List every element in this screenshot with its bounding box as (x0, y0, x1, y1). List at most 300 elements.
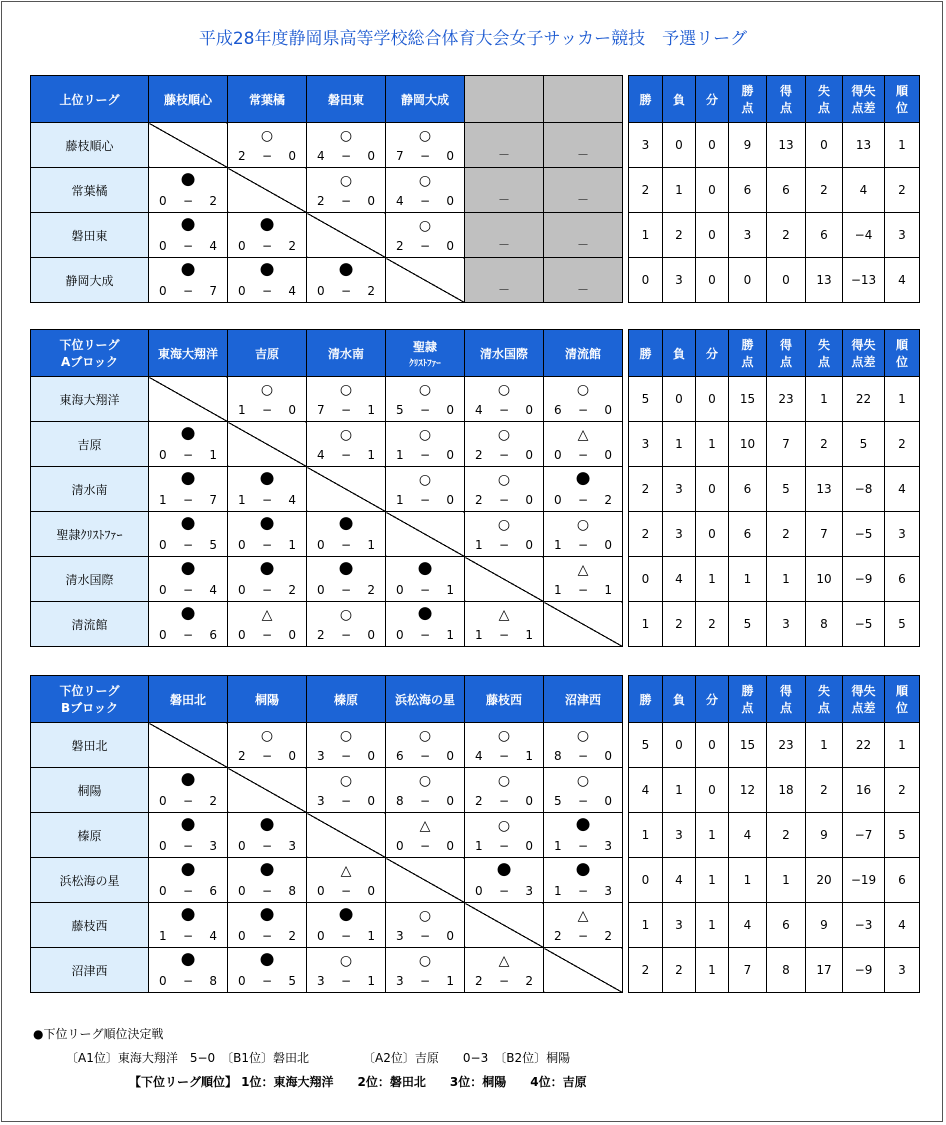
draw-symbol: △ (577, 908, 589, 924)
score-own: 0 (159, 839, 167, 853)
win-symbol: ○ (339, 728, 353, 744)
self-match-cell (307, 813, 386, 858)
match-score (307, 884, 385, 898)
score-opponent: 0 (367, 149, 375, 163)
match-score (228, 749, 306, 763)
loss-symbol: ● (180, 769, 196, 789)
team-row (31, 213, 920, 258)
win-symbol: ○ (418, 773, 432, 789)
stat-loss: 2 (663, 948, 696, 993)
stat-draw: 1 (696, 903, 729, 948)
self-match-cell (228, 768, 307, 813)
stat-win: 0 (629, 258, 663, 303)
win-cell (228, 123, 307, 168)
stat-goals_against: 10 (806, 557, 843, 602)
score-dash: − (340, 794, 352, 808)
score-dash: − (340, 149, 352, 163)
stat-rank: 6 (885, 858, 920, 903)
score-own: 0 (159, 284, 167, 298)
stat-header-draw (696, 330, 729, 377)
notes-final-ranking: 【下位リーグ順位】 1位：東海大翔洋 2位：磐田北 3位：桐陽 4位：吉原 (129, 1075, 587, 1089)
stat-header-line: 点 (741, 101, 754, 115)
loss-cell (307, 557, 386, 602)
score-own: 0 (159, 448, 167, 462)
stat-goal_diff: −8 (843, 467, 885, 512)
opponent-header: 浜松海の星 (386, 676, 465, 723)
loss-cell (149, 602, 228, 647)
score-own: 2 (238, 749, 246, 763)
team-name: 清流館 (31, 602, 149, 647)
score-own: 0 (238, 974, 246, 988)
win-cell (307, 377, 386, 422)
score-dash: − (419, 493, 431, 507)
match-score (386, 929, 464, 943)
score-own: 1 (396, 448, 404, 462)
score-dash: − (261, 538, 273, 552)
stat-goals_against: 1 (806, 377, 843, 422)
stat-goals_for: 6 (767, 168, 806, 213)
match-score (465, 839, 543, 853)
match-score (228, 974, 306, 988)
stat-rank: 2 (885, 422, 920, 467)
stat-header-line: 失 (817, 338, 830, 352)
stat-win: 4 (629, 768, 663, 813)
score-own: 0 (317, 583, 325, 597)
score-dash: − (182, 839, 194, 853)
score-dash: − (498, 794, 510, 808)
match-score (544, 929, 622, 943)
match-score (465, 538, 543, 552)
score-opponent: 0 (604, 749, 612, 763)
stat-header-line: 失 (817, 84, 830, 98)
score-own: 5 (554, 794, 562, 808)
stat-header-line: 点 (779, 701, 792, 715)
score-dash: − (577, 839, 589, 853)
score-dash: − (498, 974, 510, 988)
win-cell (465, 813, 544, 858)
draw-cell (465, 602, 544, 647)
stat-goal_diff: −13 (843, 258, 885, 303)
score-opponent: 0 (525, 493, 533, 507)
loss-symbol: ● (180, 513, 196, 533)
match-score (228, 929, 306, 943)
league-label (31, 330, 149, 377)
win-cell (386, 123, 465, 168)
score-opponent: 2 (209, 794, 217, 808)
score-opponent: 2 (209, 194, 217, 208)
win-symbol: ○ (339, 173, 353, 189)
score-own: 3 (317, 749, 325, 763)
stat-header-line: 勝 (639, 692, 652, 707)
team-row (31, 948, 920, 993)
match-score (149, 628, 227, 642)
score-own: 2 (317, 194, 325, 208)
loss-cell (149, 858, 228, 903)
unplayed-mark: － (576, 283, 589, 297)
match-score (465, 749, 543, 763)
loss-symbol: ● (180, 259, 196, 279)
stat-rank: 1 (885, 377, 920, 422)
score-dash: − (498, 628, 510, 642)
win-symbol: ○ (339, 953, 353, 969)
loss-cell (228, 213, 307, 258)
match-score (228, 284, 306, 298)
score-dash: − (419, 149, 431, 163)
stat-header-line: 点 (741, 355, 754, 369)
score-own: 4 (317, 448, 325, 462)
stat-header-line: 勝 (741, 84, 754, 98)
stat-goals_for: 3 (767, 602, 806, 647)
league-table (30, 675, 920, 993)
stat-goal_diff: −9 (843, 948, 885, 993)
match-score (386, 583, 464, 597)
score-opponent: 1 (367, 929, 375, 943)
stat-loss: 1 (663, 422, 696, 467)
score-dash: − (261, 583, 273, 597)
stat-points: 0 (729, 258, 767, 303)
win-cell (544, 723, 623, 768)
score-dash: − (498, 448, 510, 462)
win-symbol: ○ (576, 517, 590, 533)
score-opponent: 0 (446, 493, 454, 507)
score-opponent: 4 (288, 284, 296, 298)
team-name: 桐陽 (31, 768, 149, 813)
win-symbol: ○ (497, 517, 511, 533)
stat-points: 6 (729, 512, 767, 557)
stat-goals_against: 17 (806, 948, 843, 993)
score-opponent: 0 (446, 839, 454, 853)
win-cell (386, 213, 465, 258)
stat-goals_for: 1 (767, 858, 806, 903)
score-opponent: 2 (288, 929, 296, 943)
match-score (386, 628, 464, 642)
self-match-cell (307, 467, 386, 512)
draw-symbol: △ (577, 427, 589, 443)
loss-cell (228, 858, 307, 903)
stat-points: 3 (729, 213, 767, 258)
match-score (149, 884, 227, 898)
stat-goal_diff: 4 (843, 168, 885, 213)
match-score (386, 194, 464, 208)
stat-win: 2 (629, 168, 663, 213)
score-own: 0 (396, 583, 404, 597)
loss-symbol: ● (180, 214, 196, 234)
loss-cell (465, 858, 544, 903)
stat-goals_for: 13 (767, 123, 806, 168)
stat-header-line: 点 (817, 355, 830, 369)
win-symbol: ○ (576, 728, 590, 744)
unplayed-mark: － (576, 238, 589, 252)
team-name: 静岡大成 (31, 258, 149, 303)
stat-points: 4 (729, 813, 767, 858)
score-own: 3 (317, 794, 325, 808)
score-own: 1 (475, 839, 483, 853)
win-symbol: ○ (339, 607, 353, 623)
match-score (228, 884, 306, 898)
stat-rank: 5 (885, 602, 920, 647)
score-own: 0 (317, 538, 325, 552)
score-opponent: 6 (209, 884, 217, 898)
stat-header-line: 分 (705, 692, 718, 707)
win-cell (544, 377, 623, 422)
win-symbol: ○ (497, 818, 511, 834)
stat-header-line: 得失 (851, 338, 876, 352)
stat-goals_against: 0 (806, 123, 843, 168)
stat-header-line: 順 (895, 338, 908, 352)
stat-rank: 4 (885, 258, 920, 303)
stat-goals_against: 8 (806, 602, 843, 647)
loss-cell (149, 213, 228, 258)
loss-symbol: ● (338, 558, 354, 578)
stat-goals_for: 2 (767, 213, 806, 258)
empty-header-cell (465, 76, 544, 123)
stat-loss: 3 (663, 512, 696, 557)
stat-goal_diff: 16 (843, 768, 885, 813)
score-own: 3 (317, 974, 325, 988)
stat-header-goals_against (806, 76, 843, 123)
win-symbol: ○ (418, 728, 432, 744)
score-dash: − (498, 884, 510, 898)
unplayed-mark: － (576, 193, 589, 207)
match-score (465, 884, 543, 898)
opponent-header: 磐田北 (149, 676, 228, 723)
win-cell (386, 948, 465, 993)
stat-header-line: 勝 (741, 338, 754, 352)
stat-points: 15 (729, 377, 767, 422)
stat-header-rank (885, 330, 920, 377)
stat-header-line: 勝 (741, 684, 754, 698)
win-symbol: ○ (418, 908, 432, 924)
loss-symbol: ● (259, 904, 275, 924)
match-score (386, 794, 464, 808)
match-score (307, 749, 385, 763)
stat-header-win (629, 676, 663, 723)
score-opponent: 0 (525, 403, 533, 417)
score-dash: − (577, 884, 589, 898)
loss-cell (386, 602, 465, 647)
stat-draw: 1 (696, 422, 729, 467)
stat-header-line: 負 (672, 346, 685, 361)
score-opponent: 0 (367, 749, 375, 763)
stat-header-goals_against (806, 676, 843, 723)
stat-header-line: 分 (705, 346, 718, 361)
win-symbol: ○ (339, 128, 353, 144)
stat-win: 0 (629, 557, 663, 602)
score-own: 0 (159, 974, 167, 988)
score-opponent: 0 (288, 749, 296, 763)
score-opponent: 3 (525, 884, 533, 898)
match-score (544, 884, 622, 898)
draw-symbol: △ (261, 607, 273, 623)
score-own: 1 (238, 493, 246, 507)
score-opponent: 0 (446, 448, 454, 462)
stat-goals_for: 5 (767, 467, 806, 512)
loss-symbol: ● (338, 513, 354, 533)
loss-symbol: ● (259, 558, 275, 578)
win-symbol: ○ (418, 953, 432, 969)
match-score (307, 403, 385, 417)
score-own: 8 (554, 749, 562, 763)
stat-loss: 0 (663, 123, 696, 168)
score-own: 0 (159, 583, 167, 597)
score-dash: − (340, 884, 352, 898)
stat-header-rank (885, 676, 920, 723)
score-own: 0 (238, 884, 246, 898)
score-own: 5 (396, 403, 404, 417)
score-dash: − (261, 884, 273, 898)
score-opponent: 0 (525, 839, 533, 853)
stat-rank: 5 (885, 813, 920, 858)
loss-cell (228, 512, 307, 557)
stat-header-points (729, 76, 767, 123)
score-own: 0 (317, 929, 325, 943)
stat-goals_against: 6 (806, 213, 843, 258)
loss-symbol: ● (180, 468, 196, 488)
win-cell (465, 467, 544, 512)
table-header-row (31, 76, 920, 123)
score-dash: − (419, 194, 431, 208)
opponent-header: 榛原 (307, 676, 386, 723)
score-own: 2 (475, 974, 483, 988)
stat-points: 1 (729, 557, 767, 602)
opponent-header: 藤枝順心 (149, 76, 228, 123)
score-opponent: 1 (604, 583, 612, 597)
score-dash: − (498, 538, 510, 552)
stat-goals_for: 23 (767, 723, 806, 768)
team-name: 東海大翔洋 (31, 377, 149, 422)
stat-rank: 3 (885, 213, 920, 258)
win-symbol: ○ (576, 773, 590, 789)
stat-loss: 3 (663, 813, 696, 858)
stat-goals_for: 2 (767, 512, 806, 557)
score-own: 4 (317, 149, 325, 163)
stat-goals_against: 2 (806, 168, 843, 213)
stat-goals_for: 8 (767, 948, 806, 993)
win-cell (307, 948, 386, 993)
win-symbol: ○ (260, 382, 274, 398)
score-dash: − (419, 974, 431, 988)
score-dash: − (498, 749, 510, 763)
score-opponent: 0 (604, 448, 612, 462)
win-symbol: ○ (418, 128, 432, 144)
win-symbol: ○ (260, 128, 274, 144)
score-opponent: 2 (367, 583, 375, 597)
match-score (465, 628, 543, 642)
opponent-header: 清水南 (307, 330, 386, 377)
stat-loss: 1 (663, 768, 696, 813)
score-dash: − (182, 493, 194, 507)
stat-header-goal_diff (843, 330, 885, 377)
win-cell (465, 723, 544, 768)
stat-draw: 0 (696, 377, 729, 422)
stat-header-line: 分 (705, 92, 718, 107)
score-opponent: 0 (288, 149, 296, 163)
match-score (149, 538, 227, 552)
self-match-cell (386, 858, 465, 903)
league-label (31, 676, 149, 723)
loss-symbol: ● (259, 814, 275, 834)
unplayed-mark: － (497, 193, 510, 207)
self-match-cell (228, 168, 307, 213)
loss-symbol: ● (338, 259, 354, 279)
team-row (31, 512, 920, 557)
win-cell (386, 903, 465, 948)
score-own: 4 (475, 403, 483, 417)
score-dash: − (419, 628, 431, 642)
score-own: 8 (396, 794, 404, 808)
score-opponent: 4 (288, 493, 296, 507)
stat-header-line: 勝 (639, 346, 652, 361)
match-score (307, 583, 385, 597)
score-dash: − (577, 403, 589, 417)
score-own: 1 (475, 538, 483, 552)
loss-cell (228, 258, 307, 303)
loss-cell (544, 813, 623, 858)
stat-rank: 2 (885, 168, 920, 213)
stat-goal_diff: 13 (843, 123, 885, 168)
stat-loss: 0 (663, 723, 696, 768)
score-opponent: 0 (446, 194, 454, 208)
score-own: 1 (554, 583, 562, 597)
league-table (30, 75, 920, 303)
score-opponent: 1 (525, 628, 533, 642)
score-own: 1 (475, 628, 483, 642)
stat-goal_diff: −5 (843, 512, 885, 557)
stat-loss: 2 (663, 213, 696, 258)
score-dash: − (577, 929, 589, 943)
score-own: 0 (317, 284, 325, 298)
stat-header-draw (696, 676, 729, 723)
score-dash: − (340, 628, 352, 642)
stat-header-line: 点差 (851, 101, 876, 115)
score-own: 0 (554, 448, 562, 462)
match-score (149, 493, 227, 507)
stat-draw: 0 (696, 512, 729, 557)
loss-symbol: ● (180, 169, 196, 189)
score-dash: − (340, 194, 352, 208)
score-dash: − (261, 403, 273, 417)
draw-symbol: △ (340, 863, 352, 879)
stat-goals_for: 2 (767, 813, 806, 858)
score-dash: − (577, 448, 589, 462)
match-score (149, 583, 227, 597)
win-cell (386, 168, 465, 213)
win-symbol: ○ (576, 382, 590, 398)
opponent-header: 吉原 (228, 330, 307, 377)
score-opponent: 0 (367, 884, 375, 898)
table-header-row (31, 676, 920, 723)
stat-points: 12 (729, 768, 767, 813)
match-score (544, 493, 622, 507)
score-own: 7 (396, 149, 404, 163)
score-own: 0 (238, 538, 246, 552)
notes-playoff-results: 〔A1位〕東海大翔洋 5−0 〔B1位〕磐田北 〔A2位〕吉原 0−3 〔B2位〕桐陽 (66, 1051, 571, 1065)
stat-header-line: 点 (817, 701, 830, 715)
score-opponent: 2 (604, 929, 612, 943)
score-dash: − (182, 628, 194, 642)
stat-draw: 2 (696, 602, 729, 647)
stat-header-line: 勝 (639, 92, 652, 107)
loss-cell (149, 168, 228, 213)
win-symbol: ○ (260, 728, 274, 744)
stat-rank: 2 (885, 768, 920, 813)
stat-points: 5 (729, 602, 767, 647)
self-match-cell (149, 723, 228, 768)
score-dash: − (261, 493, 273, 507)
score-own: 1 (396, 493, 404, 507)
win-symbol: ○ (497, 773, 511, 789)
self-match-cell (307, 213, 386, 258)
